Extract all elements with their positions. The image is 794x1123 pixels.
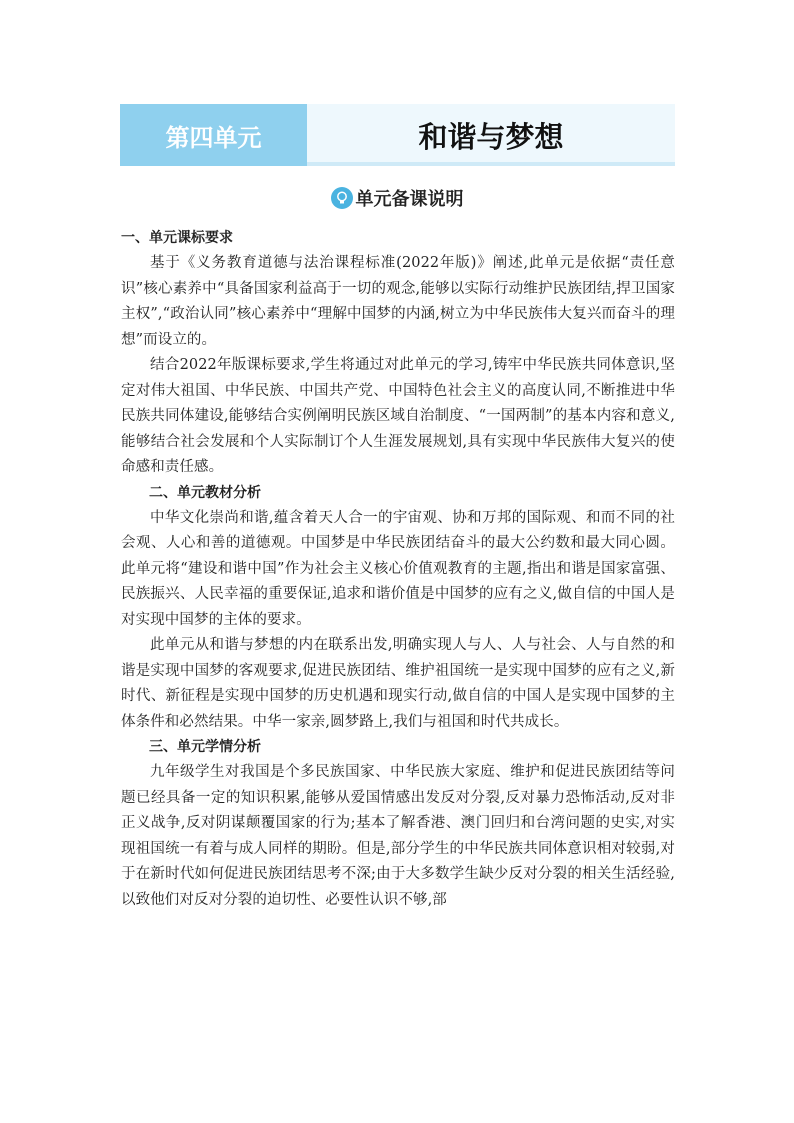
title-underline [307,162,675,166]
section-title [0,185,794,211]
section-heading-standards: 一、单元课标要求 [121,230,233,246]
section-heading-learners: 三、单元学情分析 [149,739,261,755]
lightbulb-icon [331,187,353,209]
paragraph: 结合2022年版课标要求,学生将通过对此单元的学习,铸牢中华民族共同体意识,坚定对伟大祖国、中华民族、中国共产党、中国特色社会主义的高度认同,不断推进中华民族共同体建设,能够结合实例阐明民族区域自治制度、“一国两制”的基本内容和意义,能够结合社会发展和个人实际制订个人生涯发展规划,具有实现中华民族伟大复兴的使命感和责任感。 [121,357,675,475]
paragraph: 此单元从和谐与梦想的内在联系出发,明确实现人与人、人与社会、人与自然的和谐是实现中国梦的客观要求,促进民族团结、维护祖国统一是实现中国梦的应有之义,新时代、新征程是实现中国梦的历史机遇和现实行动,做自信的中国人是实现中国梦的主体条件和必然结果。中华一家亲,圆梦路上,我们与祖国和时代共成长。 [121,637,675,730]
document-body [121,226,675,913]
unit-title-area [307,104,675,166]
unit-banner [120,104,675,166]
unit-title: 和谐与梦想 [418,119,564,154]
section-title-text: 单元备课说明 [355,189,464,210]
paragraph: 中华文化崇尚和谐,蕴含着天人合一的宇宙观、协和万邦的国际观、和而不同的社会观、人心和善的道德观。中国梦是中华民族团结奋斗的最大公约数和最大同心圆。此单元将“建设和谐中国”作为社会主义核心价值观教育的主题,指出和谐是国家富强、民族振兴、人民幸福的重要保证,追求和谐价值是中国梦的应有之义,做自信的中国人是对实现中国梦的主体的要求。 [121,509,675,628]
section-heading-textbook: 二、单元教材分析 [149,484,261,501]
paragraph: 九年级学生对我国是个多民族国家、中华民族大家庭、维护和促进民族团结等问题已经具备一定的知识积累,能够从爱国情感出发反对分裂,反对暴力恐怖活动,反对非正义战争,反对阴谋颠覆国家的行为;基本了解香港、澳门回归和台湾问题的史实,对实现祖国统一有着与成人同样的期盼。但是,部分学生的中华民族共同体意识相对较弱,对于在新时代如何促进民族团结思考不深;由于大多数学生缺少反对分裂的相关生活经验,以致他们对反对分裂的迫切性、必要性认识不够,部 [121,764,675,908]
paragraph: 基于《义务教育道德与法治课程标准(2022年版)》阐述,此单元是依据“责任意识”核心素养中“具备国家利益高于一切的观念,能够以实际行动维护民族团结,捍卫国家主权”,“政治认同”核心素养中“理解中国梦的内涵,树立为中华民族伟大复兴而奋斗的理想”而设立的。 [121,255,675,348]
unit-label: 第四单元 [120,104,307,166]
